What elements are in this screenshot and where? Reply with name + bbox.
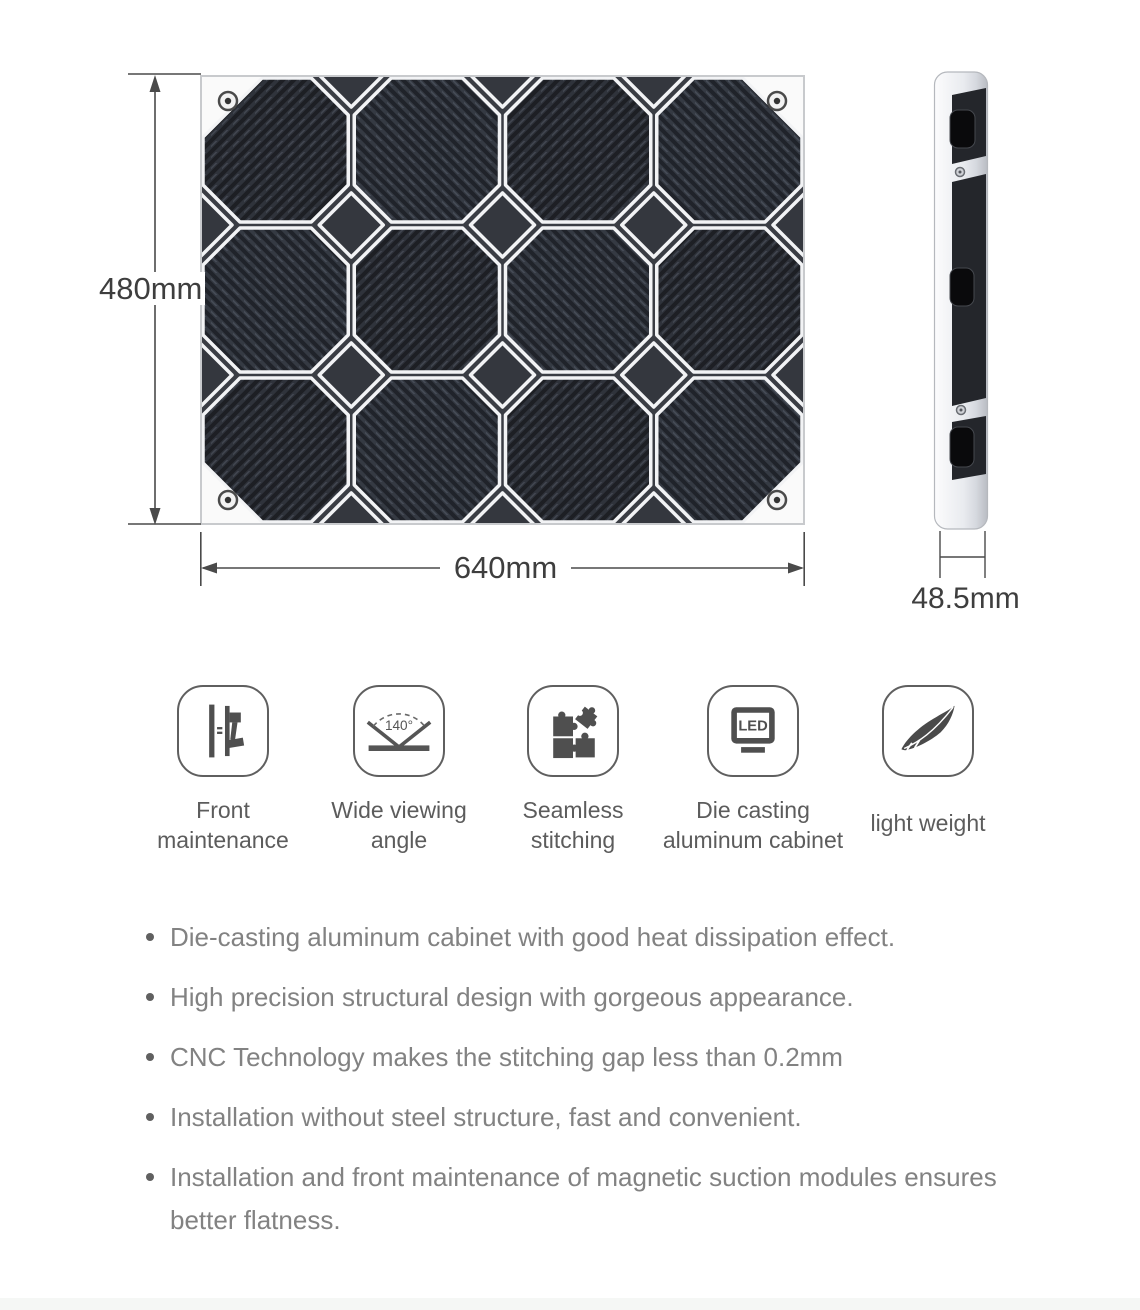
feature-die-casting-cabinet — [653, 685, 853, 855]
cabinet-side-view — [933, 70, 997, 532]
puzzle-icon — [527, 685, 619, 777]
bullet-dot — [146, 993, 154, 1001]
bullet-dot — [146, 1053, 154, 1061]
list-item: Installation and front maintenance of magnetic suction modules ensures better flatness. — [146, 1156, 1026, 1242]
feature-light-weight — [843, 685, 1013, 838]
feature-label: Front maintenance — [157, 797, 289, 853]
width-dimension-label: 640mm — [440, 551, 571, 584]
angle-icon — [353, 685, 445, 777]
list-item: High precision structural design with gorgeous appearance. — [146, 976, 1026, 1019]
depth-dimension-label: 48.5mm — [911, 582, 1020, 615]
bullet-dot — [146, 933, 154, 941]
height-dimension-label: 480mm — [96, 272, 205, 305]
angle-value: 140° — [384, 718, 414, 734]
bottom-band — [0, 1298, 1140, 1310]
feather-icon — [882, 685, 974, 777]
feature-wide-viewing-angle — [319, 685, 479, 855]
led-screen-icon — [707, 685, 799, 777]
feature-label: Seamless stitching — [522, 797, 624, 853]
feature-label: Wide viewing angle — [331, 797, 467, 853]
feature-label: Die casting aluminum cabinet — [662, 797, 844, 853]
list-item: CNC Technology makes the stitching gap less than 0.2mm — [146, 1036, 1026, 1079]
led-text: LED — [738, 718, 768, 735]
list-item: Installation without steel structure, fast and convenient. — [146, 1096, 1026, 1139]
feature-front-maintenance — [143, 685, 303, 855]
feature-label: light weight — [870, 810, 986, 836]
list-item: Die-casting aluminum cabinet with good heat dissipation effect. — [146, 916, 1026, 959]
wall-mount-icon — [177, 685, 269, 777]
cabinet-back-view — [200, 75, 805, 525]
bullet-dot — [146, 1113, 154, 1121]
bullet-dot — [146, 1173, 154, 1181]
feature-bullet-list — [146, 916, 1026, 1259]
feature-seamless-stitching — [503, 685, 643, 855]
